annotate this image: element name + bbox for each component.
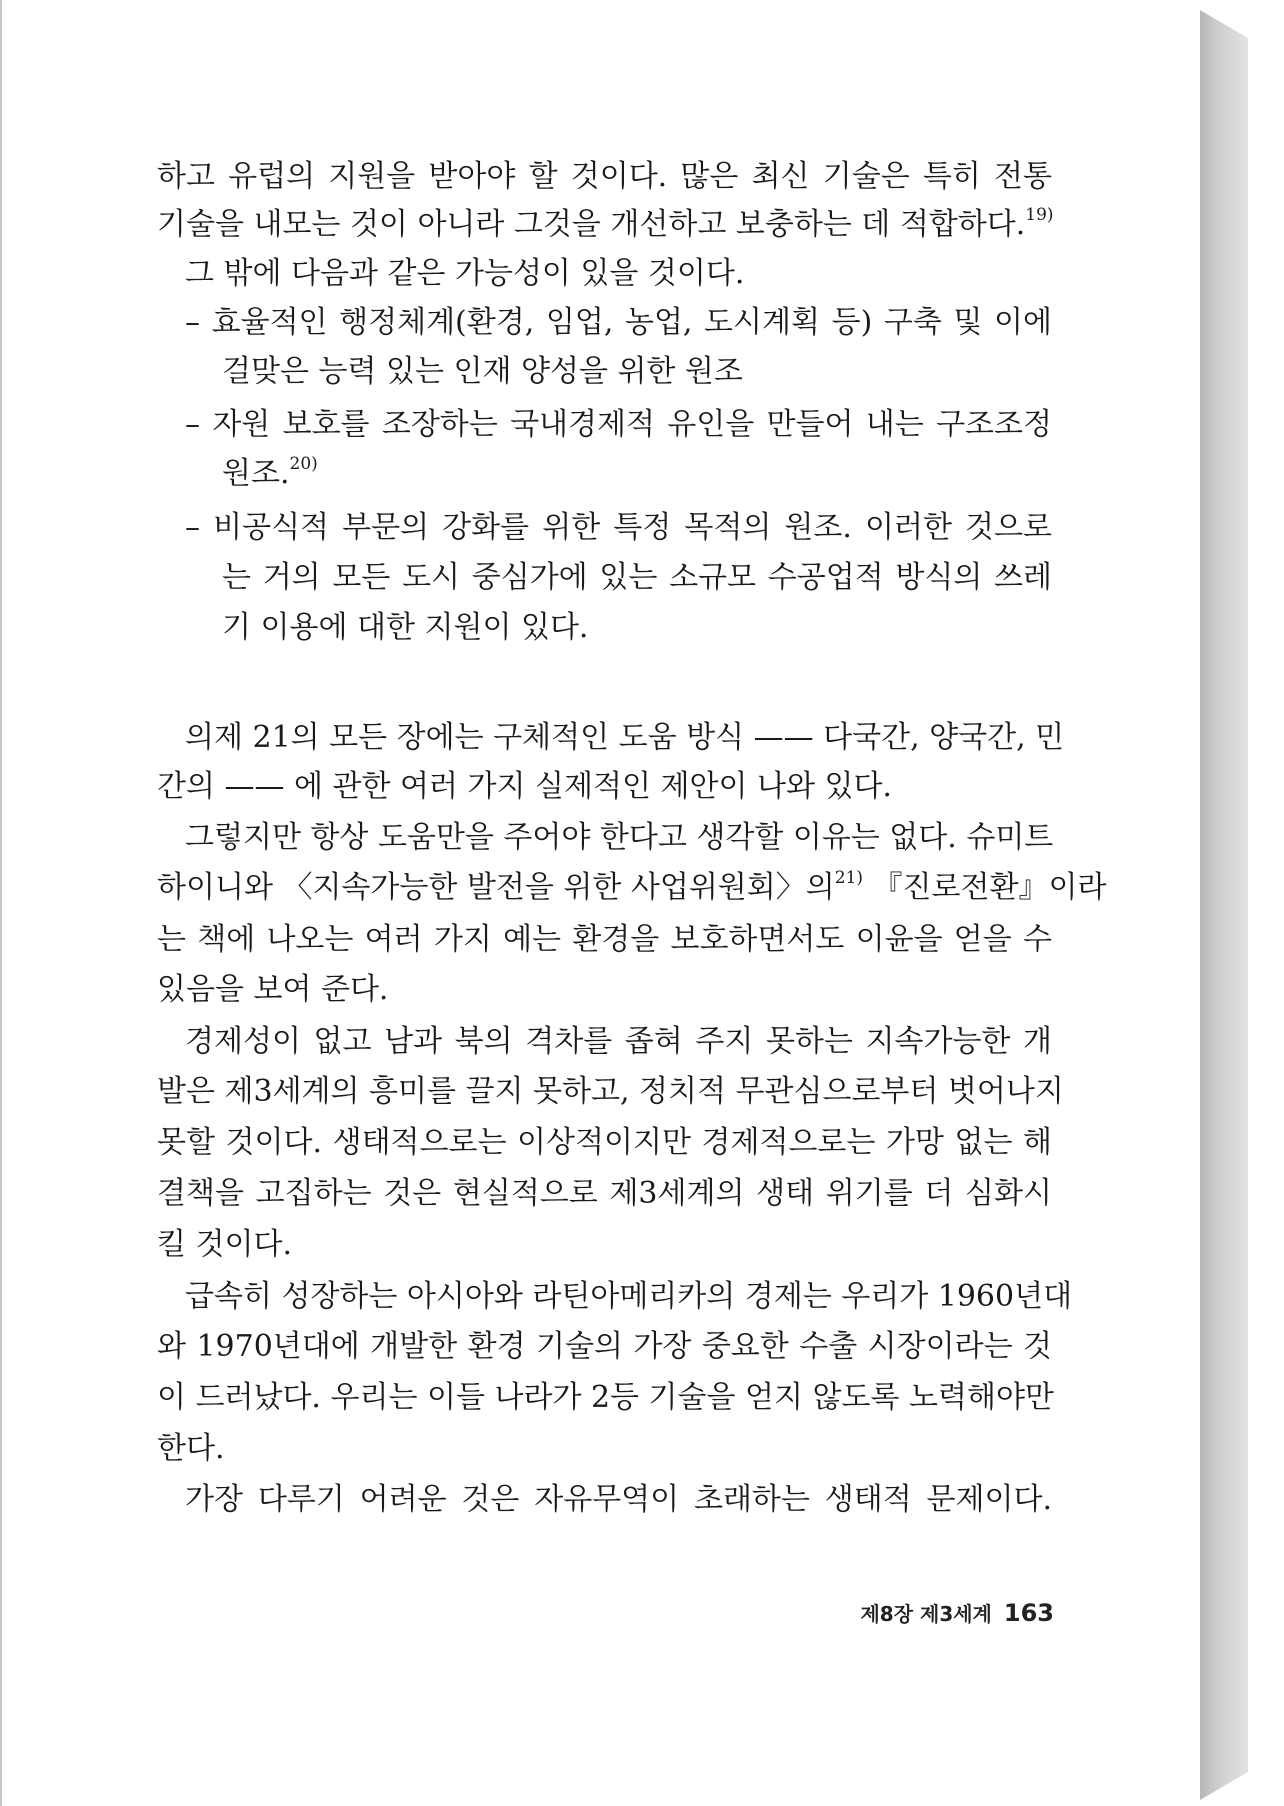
list-item-line: 기 이용에 대한 지원이 있다. (222, 610, 589, 645)
list-item-line: 는 거의 모든 도시 중심가에 있는 소규모 수공업적 방식의 쓰레 (222, 560, 1052, 595)
text-fragment: 원조. (222, 456, 290, 491)
text-line: 급속히 성장하는 아시아와 라틴아메리카의 경제는 우리가 1960년대 (185, 1279, 1073, 1314)
text-fragment: 『진로전환』이라 (863, 870, 1107, 905)
text-fragment: 하이니와 〈지속가능한 발전을 위한 사업위원회〉의 (157, 870, 835, 905)
text-line: 가장 다루기 어려운 것은 자유무역이 초래하는 생태적 문제이다. (185, 1482, 1052, 1517)
text-line: 한다. (157, 1431, 225, 1466)
footnote-ref: 20) (289, 454, 318, 474)
text-line: 못할 것이다. 생태적으로는 이상적이지만 경제적으로는 가망 없는 해 (157, 1125, 1052, 1160)
text-line: 경제성이 없고 남과 북의 격차를 좁혀 주지 못하는 지속가능한 개 (185, 1024, 1052, 1059)
list-item-line (157, 452, 1052, 496)
text-line: 는 책에 나오는 여러 가지 예는 환경을 보호하면서도 이윤을 얻을 수 (157, 922, 1052, 957)
text-line (157, 866, 1107, 910)
text-line: 결책을 고집하는 것은 현실적으로 제3세계의 생태 위기를 더 심화시 (157, 1176, 1052, 1211)
text-line: 있음을 보여 준다. (157, 972, 389, 1007)
text-line: 하고 유럽의 지원을 받아야 할 것이다. 많은 최신 기술은 특히 전통 (157, 159, 1052, 194)
text-line: 그 밖에 다음과 같은 가능성이 있을 것이다. (185, 256, 745, 291)
text-line: 의제 21의 모든 장에는 구체적인 도움 방식 —— 다국간, 양국간, 민 (185, 720, 1065, 755)
page-footer (842, 1595, 1054, 1631)
footnote-ref: 19) (1025, 205, 1054, 225)
text-line: 와 1970년대에 개발한 환경 기술의 가장 중요한 수출 시장이라는 것 (157, 1329, 1052, 1364)
text-line: 이 드러났다. 우리는 이들 나라가 2등 기술을 얻지 않도록 노력해야만 (157, 1380, 1054, 1415)
page-number: 163 (1003, 1599, 1054, 1627)
list-item-line: – 자원 보호를 조장하는 국내경제적 유인을 만들어 내는 구조조정 (185, 407, 1052, 442)
text-line (157, 203, 1052, 247)
list-item-line: – 효율적인 행정체계(환경, 임업, 농업, 도시계획 등) 구축 및 이에 (185, 305, 1052, 340)
book-edge (1200, 10, 1248, 1800)
list-item-line: 걸맞은 능력 있는 인재 양성을 위한 원조 (222, 354, 743, 389)
text-line: 간의 —— 에 관한 여러 가지 실제적인 제안이 나와 있다. (157, 769, 892, 804)
text-line: 킬 것이다. (157, 1227, 292, 1262)
list-item-line: – 비공식적 부문의 강화를 위한 특정 목적의 원조. 이러한 것으로 (185, 510, 1052, 545)
text-fragment: 기술을 내모는 것이 아니라 그것을 개선하고 보충하는 데 적합하다. (157, 207, 1026, 242)
footnote-ref: 21) (834, 868, 864, 888)
running-footer-chapter: 제8장 제3세계 (860, 1602, 992, 1626)
text-line: 그렇지만 항상 도움만을 주어야 한다고 생각할 이유는 없다. 슈미트 (185, 820, 1054, 855)
text-line: 발은 제3세계의 흥미를 끌지 못하고, 정치적 무관심으로부터 벗어나지 (157, 1074, 1064, 1109)
